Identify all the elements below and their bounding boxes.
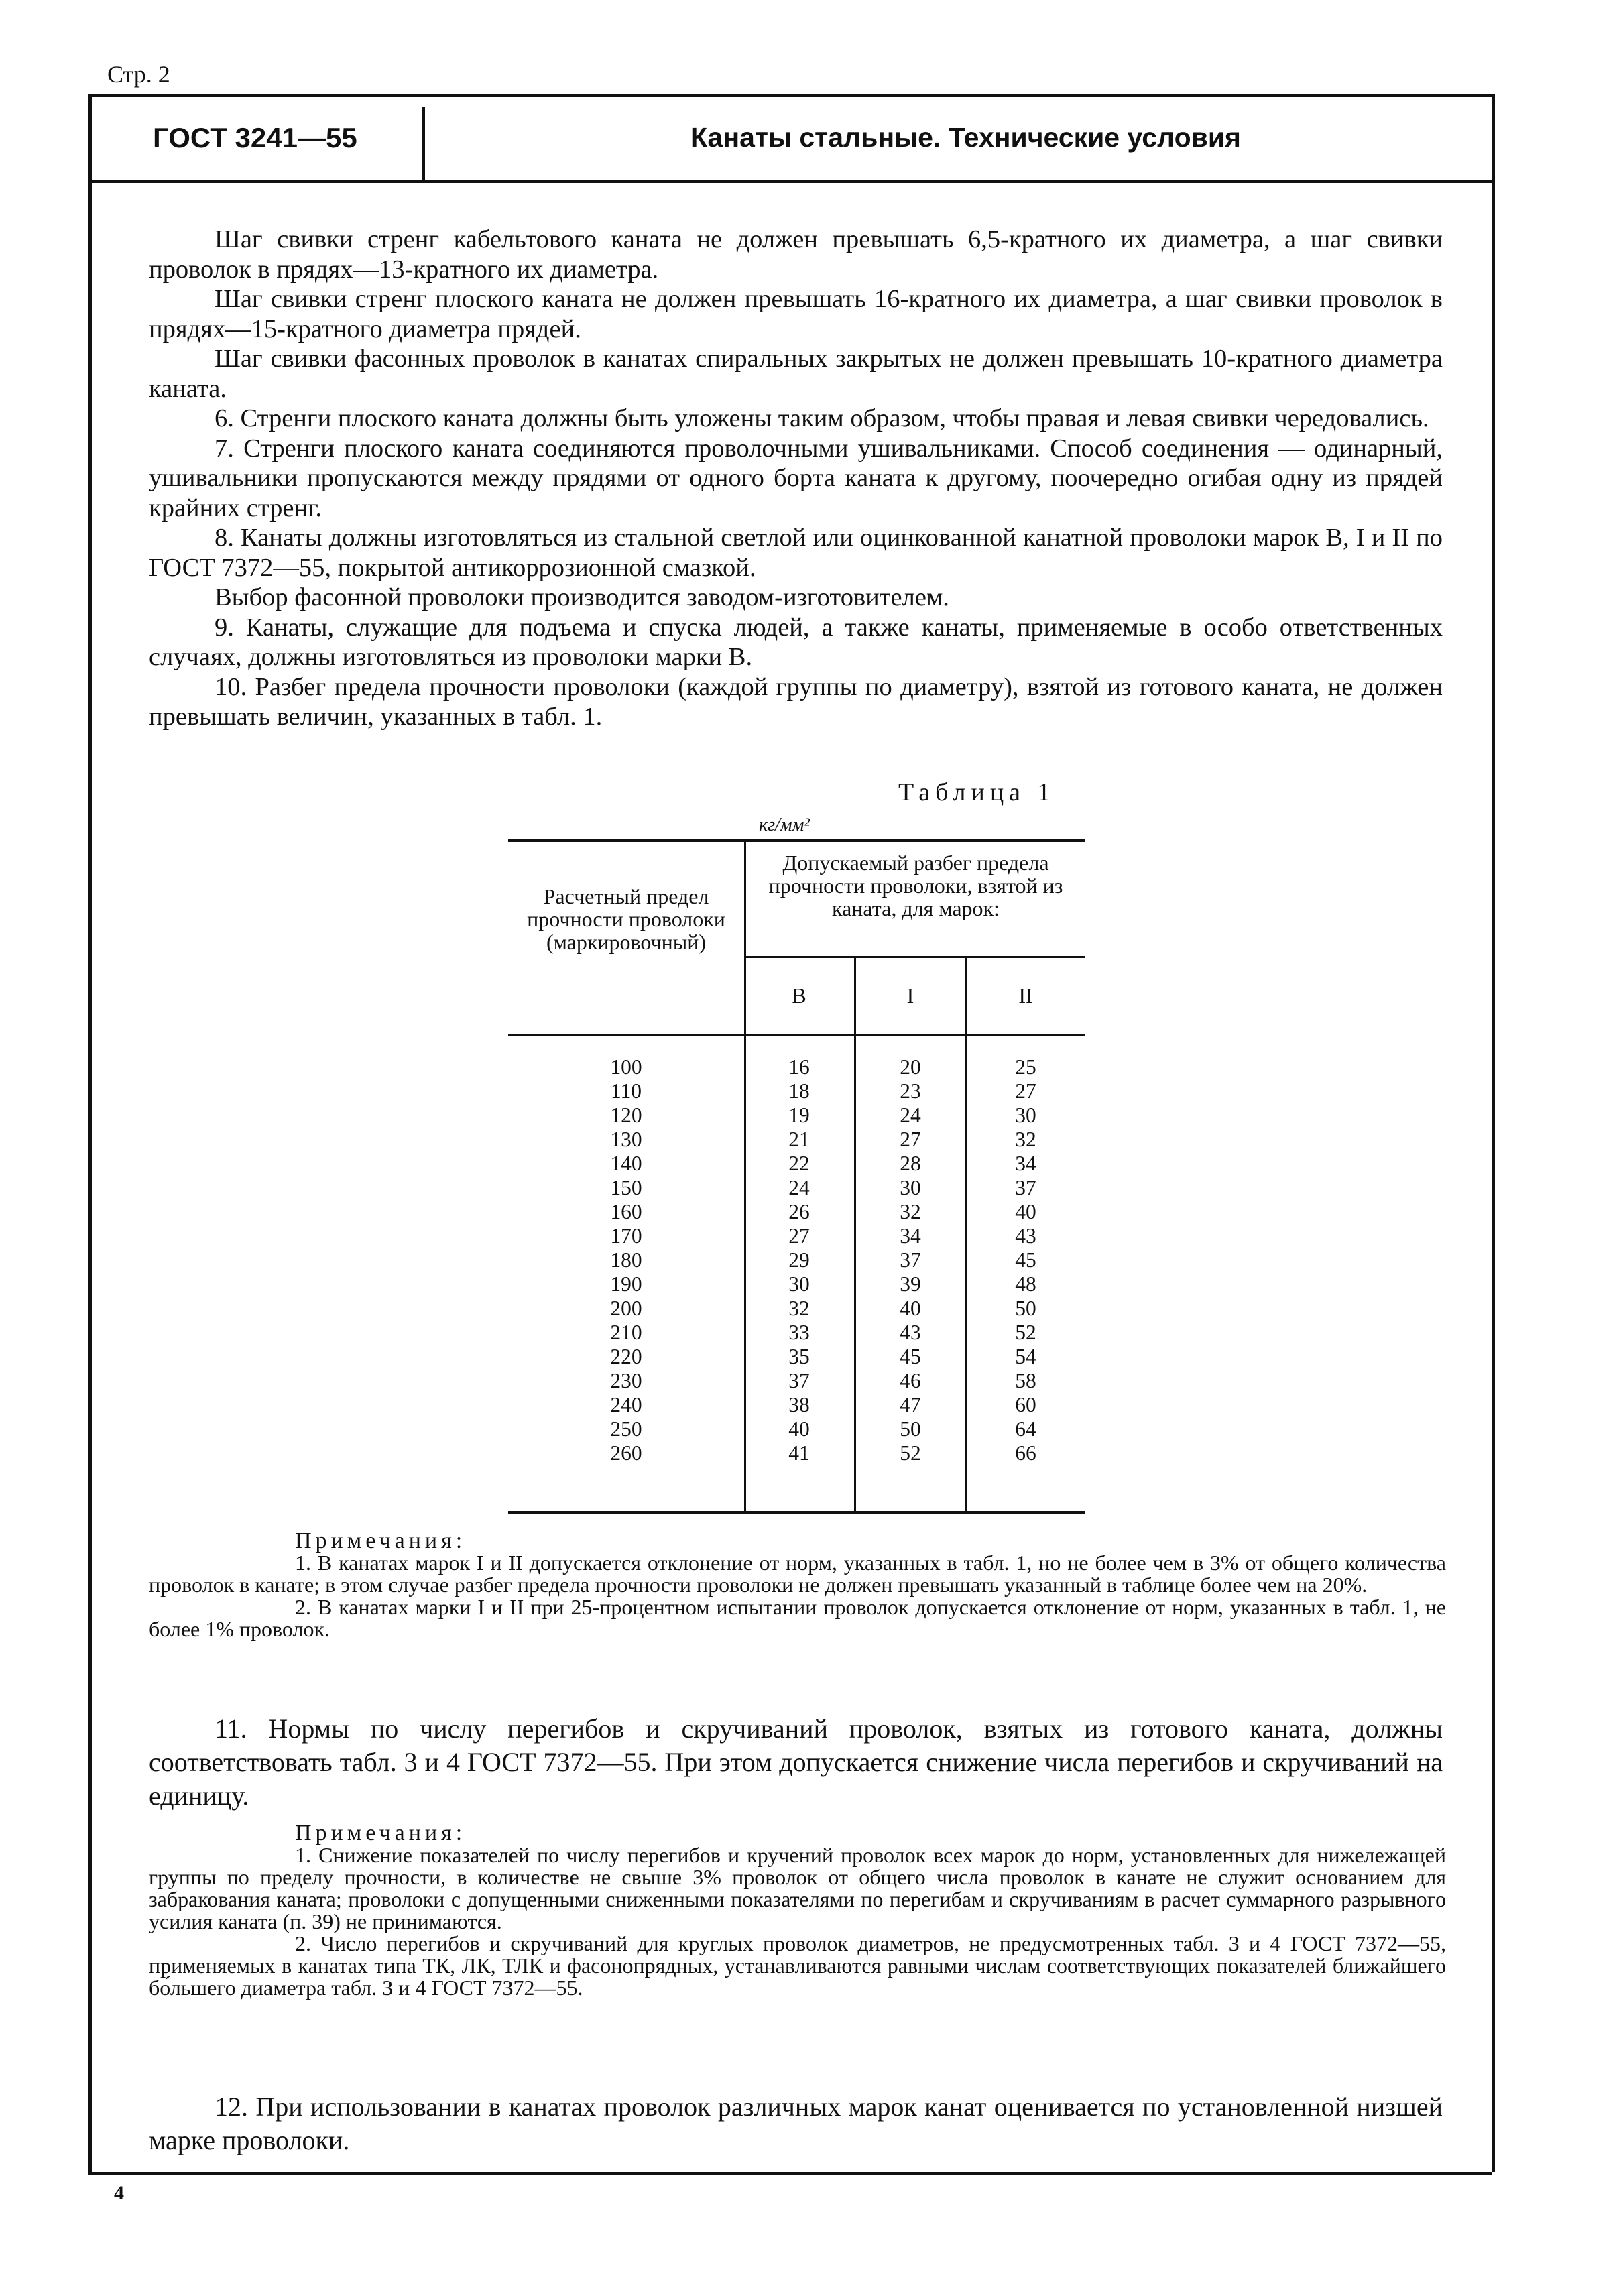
page-label: Стр. 2: [107, 61, 170, 88]
header-strength: Расчетный предел прочности проволоки (маркировочный): [527, 884, 725, 954]
paragraph: 11. Нормы по числу перегибов и скручиваний проволок, взятых из готового каната, должны соответствовать табл. 3 и 4 ГОСТ 7372—55. При этом допускается снижение числа перегибов и скручиваний на единицу.: [149, 1713, 1443, 1811]
header-grade-i: I: [906, 983, 914, 1008]
grade-i-column: 20 23 24 27 28 30 32 34 37 39 40 43 45 46 47 50 52: [900, 1055, 921, 1465]
strength-column: 100 110 120 130 140 150 160 170 180 190 200 210 220 230 240 250 260: [610, 1055, 642, 1465]
frame-bottom-rule: [88, 2172, 1492, 2175]
notes-paragraph-11: [149, 1822, 1446, 1999]
paragraph: 10. Разбег предела прочности проволоки (каждой группы по диаметру), взятой из готового каната, не должен превышать величин, указанных в табл. 1.: [149, 672, 1443, 731]
notes-heading: Примечания:: [295, 1821, 467, 1846]
table-hline: [508, 1034, 1085, 1036]
grade-b-column: 16 18 19 21 22 24 26 27 29 30 32 33 35 37 38 40 41: [788, 1055, 810, 1465]
paragraph: 9. Канаты, служащие для подъема и спуска людей, а также канаты, применяемые в особо ответственных случаях, должны изготовляться из проволоки марки В.: [149, 613, 1443, 671]
paragraph: 6. Стренги плоского каната должны быть уложены таким образом, чтобы правая и левая свивки чередовались.: [215, 404, 1429, 432]
header-divider: [422, 107, 425, 180]
paragraph: Шаг свивки фасонных проволок в канатах спиральных закрытых не должен превышать 10-кратного диаметра каната.: [149, 345, 1443, 403]
note-item: 1. В канатах марок I и II допускается отклонение от норм, указанных в табл. 1, но не более чем в 3% от общего количества проволок в канате; в этом случае разбег предела прочности проволоки не должен превышать указанный в таблице более чем на 20%.: [149, 1551, 1446, 1597]
header-bottom-rule: [88, 180, 1492, 183]
note-item: 2. Число перегибов и скручиваний для круглых проволок диаметров, не предусмотренных табл. 3 и 4 ГОСТ 7372—55, применяемых в канатах типа ТК, ЛК, ТЛК и фасонопрядных, устанавливаются равными числам соответствующих показателей ближайшего бо́льшего диаметра табл. 3 и 4 ГОСТ 7372—55.: [149, 1931, 1446, 2000]
page-number: 4: [114, 2182, 124, 2204]
paragraph: 8. Канаты должны изготовляться из стальной светлой или оцинкованной канатной проволоки марок В, I и II по ГОСТ 7372—55, покрытой антикоррозионной смазкой.: [149, 524, 1443, 582]
strength-table: [508, 839, 1085, 1514]
header-grade-ii: II: [1018, 983, 1033, 1008]
frame-top-rule: [88, 94, 1492, 97]
standard-code: ГОСТ 3241—55: [153, 122, 357, 154]
paragraph: Шаг свивки стренг плоского каната не должен превышать 16-кратного их диаметра, а шаг свивки проволок в прядях—15-кратного диаметра прядей.: [149, 285, 1443, 343]
notes-heading: Примечания:: [295, 1528, 467, 1553]
document-title: Канаты стальные. Технические условия: [690, 122, 1241, 153]
paragraph-12-block: [149, 2090, 1443, 2157]
note-item: 2. В канатах марки I и II при 25-процентном испытании проволок допускается отклонение от норм, указанных в табл. 1, не более 1% проволок.: [149, 1595, 1446, 1641]
paragraph: 12. При использовании в канатах проволок различных марок канат оценивается по установленной низшей марке проволоки.: [149, 2092, 1443, 2155]
table-unit: кг/мм²: [759, 814, 810, 835]
notes-table-1: [149, 1530, 1446, 1640]
header-grade-b: В: [792, 983, 806, 1008]
note-item: 1. Снижение показателей по числу перегибов и кручений проволок всех марок до норм, установленных для нижележащей группы по пределу прочности, в количестве не свыше 3% проволок от общего числа проволок в канате не служит основанием для забракования каната; проволоки с допущенными сниженными показателями по перегибам и скручиваниям в расчет суммарного разрывного усилия каната (п. 39) не принимаются.: [149, 1843, 1446, 1933]
header-allowed-spread: Допускаемый разбег предела прочности проволоки, взятой из каната, для марок:: [768, 851, 1063, 920]
table-caption: Таблица 1: [898, 778, 1056, 806]
paragraph: Шаг свивки стренг кабельтового каната не должен превышать 6,5-кратного их диаметра, а шаг свивки проволок в прядях—13-кратного их диаметра.: [149, 225, 1443, 284]
paragraph-11-block: [149, 1712, 1443, 1813]
paragraph: Выбор фасонной проволоки производится заводом-изготовителем.: [215, 583, 949, 611]
grade-ii-column: 25 27 30 32 34 37 40 43 45 48 50 52 54 58 60 64 66: [1015, 1055, 1036, 1465]
paragraph: 7. Стренги плоского каната соединяются проволочными ушивальниками. Способ соединения — одинарный, ушивальники пропускаются между прядями от одного борта каната к другому, поочередно огибая одну из прядей крайних стренг.: [149, 434, 1443, 522]
table-hline: [744, 956, 1085, 958]
main-text: [149, 225, 1443, 732]
